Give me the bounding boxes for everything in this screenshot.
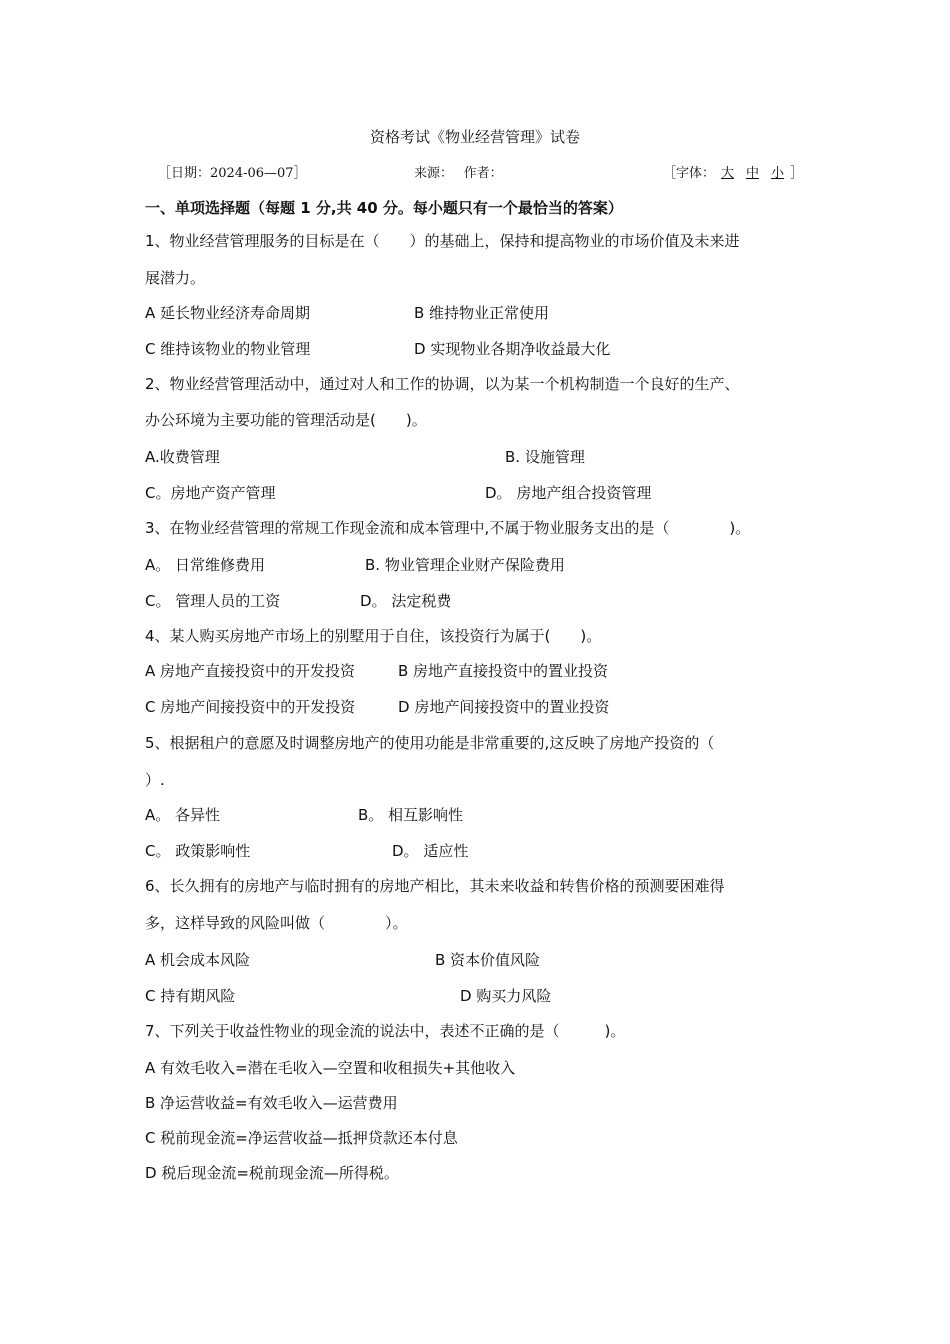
- font-size-suffix: ］: [790, 166, 804, 181]
- question-6-option-c: C 持有期风险: [145, 987, 236, 1005]
- question-5-option-b: B。 相互影响性: [358, 806, 464, 824]
- question-2-option-d: D。 房地产组合投资管理: [485, 484, 652, 502]
- question-6-option-b: B 资本价值风险: [435, 951, 541, 969]
- question-7-option-b: B 净运营收益=有效毛收入—运营费用: [145, 1094, 398, 1112]
- question-5-line-2: ）.: [145, 771, 165, 789]
- font-size-small-link[interactable]: 小: [771, 166, 785, 181]
- question-2-line-2: 办公环境为主要功能的管理活动是( )。: [145, 411, 427, 429]
- question-4-line-1: 4、某人购买房地产市场上的别墅用于自住，该投资行为属于( )。: [145, 627, 602, 645]
- question-5-option-a: A。 各异性: [145, 806, 221, 824]
- question-2-line-1: 2、物业经营管理活动中，通过对人和工作的协调，以为某一个机构制造一个良好的生产、: [145, 375, 740, 393]
- question-1-option-c: C 维持该物业的物业管理: [145, 340, 311, 358]
- question-2-option-c: C。房地产资产管理: [145, 484, 276, 502]
- question-1-option-a: A 延长物业经济寿命周期: [145, 304, 311, 322]
- question-6-line-2: 多，这样导致的风险叫做（ ）。: [145, 914, 408, 932]
- question-5-option-c: C。 政策影响性: [145, 842, 251, 860]
- font-size-large-link[interactable]: 大: [721, 166, 735, 181]
- document-title: 资格考试《物业经营管理》试卷: [369, 128, 580, 146]
- question-3-option-d: D。 法定税费: [360, 592, 452, 610]
- question-7-option-c: C 税前现金流=净运营收益—抵押贷款还本付息: [145, 1129, 458, 1147]
- question-4-option-d: D 房地产间接投资中的置业投资: [398, 698, 610, 716]
- question-3-option-b: B. 物业管理企业财产保险费用: [365, 556, 565, 574]
- question-6-option-a: A 机会成本风险: [145, 951, 251, 969]
- question-4-option-c: C 房地产间接投资中的开发投资: [145, 698, 356, 716]
- question-2-option-b: B. 设施管理: [505, 448, 585, 466]
- question-6-option-d: D 购买力风险: [460, 987, 552, 1005]
- section-heading: 一、单项选择题（每题 1 分,共 40 分。每小题只有一个最恰当的答案）: [145, 199, 623, 217]
- meta-date: ［日期：2024-06—07］: [158, 166, 307, 181]
- question-1-line-1: 1、物业经营管理服务的目标是在（ ）的基础上，保持和提高物业的市场价值及未来进: [145, 232, 740, 250]
- question-1-option-b: B 维持物业正常使用: [414, 304, 550, 322]
- question-7-option-a: A 有效毛收入=潜在毛收入—空置和收租损失+其他收入: [145, 1059, 516, 1077]
- question-7-line-1: 7、下列关于收益性物业的现金流的说法中，表述不正确的是（ )。: [145, 1022, 626, 1040]
- question-6-line-1: 6、长久拥有的房地产与临时拥有的房地产相比，其未来收益和转售价格的预测要困难得: [145, 877, 725, 895]
- question-3-option-a: A。 日常维修费用: [145, 556, 266, 574]
- question-3-option-c: C。 管理人员的工资: [145, 592, 281, 610]
- question-4-option-b: B 房地产直接投资中的置业投资: [398, 662, 609, 680]
- question-4-option-a: A 房地产直接投资中的开发投资: [145, 662, 356, 680]
- question-1-option-d: D 实现物业各期净收益最大化: [414, 340, 611, 358]
- meta-source-author: 来源： 作者：: [414, 166, 503, 181]
- font-size-selector: [663, 162, 803, 181]
- question-7-option-d: D 税后现金流=税前现金流—所得税。: [145, 1164, 399, 1182]
- question-3-line-1: 3、在物业经营管理的常规工作现金流和成本管理中,不属于物业服务支出的是（ )。: [145, 519, 751, 537]
- question-2-option-a: A.收费管理: [145, 448, 220, 466]
- question-5-line-1: 5、根据租户的意愿及时调整房地产的使用功能是非常重要的,这反映了房地产投资的（: [145, 734, 715, 752]
- question-5-option-d: D。 适应性: [392, 842, 469, 860]
- font-size-prefix: ［字体：: [663, 166, 716, 181]
- font-size-medium-link[interactable]: 中: [746, 166, 760, 181]
- question-1-line-2: 展潜力。: [145, 269, 206, 287]
